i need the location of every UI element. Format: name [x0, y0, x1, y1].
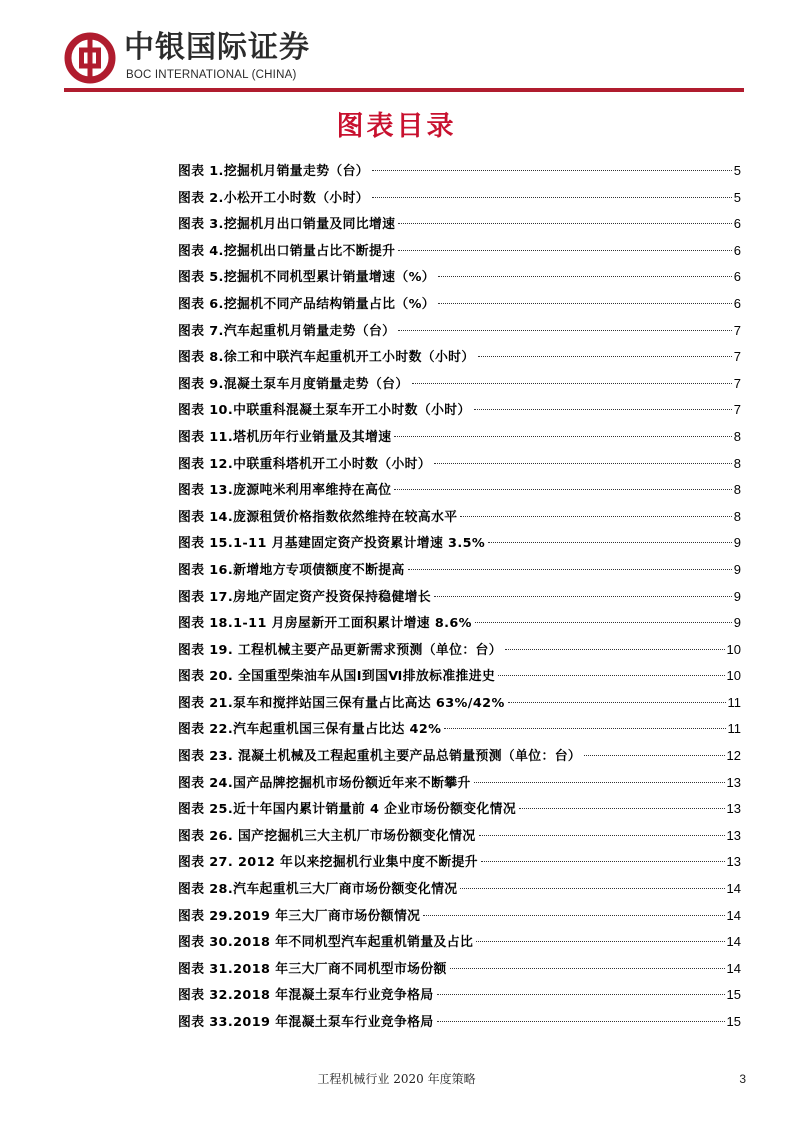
toc-entry[interactable]: [178, 477, 741, 504]
toc-entry[interactable]: [178, 929, 741, 956]
toc-dot-leader: [434, 463, 732, 464]
toc-entry-page-number[interactable]: 10: [726, 668, 741, 684]
toc-entry-page-number[interactable]: 13: [726, 801, 741, 817]
toc-entry[interactable]: [178, 451, 741, 478]
toc-entry-label[interactable]: 图表 29.2019 年三大厂商市场份额情况: [178, 908, 421, 924]
toc-dot-leader: [394, 436, 731, 437]
toc-entry[interactable]: [178, 371, 741, 398]
toc-entry[interactable]: [178, 185, 741, 212]
toc-entry-label[interactable]: 图表 5.挖掘机不同机型累计销量增速（%）: [178, 270, 435, 286]
toc-entry-page-number[interactable]: 15: [726, 987, 741, 1003]
toc-dot-leader: [519, 808, 724, 809]
footer-page-number: 3: [739, 1072, 746, 1086]
toc-entry[interactable]: [178, 743, 741, 770]
toc-dot-leader: [476, 941, 724, 942]
toc-dot-leader: [498, 675, 724, 676]
toc-dot-leader: [423, 915, 724, 916]
toc-dot-leader: [412, 383, 732, 384]
toc-entry[interactable]: [178, 158, 741, 185]
toc-entry-page-number[interactable]: 5: [733, 163, 741, 178]
toc-dot-leader: [474, 409, 732, 410]
toc-entry[interactable]: [178, 238, 741, 265]
toc-dot-leader: [481, 861, 725, 862]
toc-dot-leader: [488, 542, 732, 543]
toc-entry-label[interactable]: 图表 33.2019 年混凝土泵车行业竞争格局: [178, 1015, 434, 1030]
toc-entry-page-number[interactable]: 6: [733, 269, 741, 285]
toc-entry[interactable]: [178, 530, 741, 557]
toc-entry-page-number[interactable]: 6: [733, 242, 741, 258]
toc-entry-page-number[interactable]: 8: [733, 455, 741, 471]
toc-entry-label[interactable]: 图表 27. 2012 年以来挖掘机行业集中度不断提升: [178, 855, 478, 871]
toc-entry-label[interactable]: 图表 15.1-11 月基建固定资产投资累计增速 3.5%: [178, 536, 486, 552]
toc-entry-page-number[interactable]: 9: [733, 561, 741, 577]
toc-entry-label[interactable]: 图表 31.2018 年三大厂商不同机型市场份额: [178, 961, 447, 977]
toc-entry-page-number[interactable]: 9: [733, 535, 741, 551]
toc-entry-page-number[interactable]: 11: [727, 694, 741, 710]
toc-entry-page-number[interactable]: 15: [726, 1014, 741, 1029]
toc-dot-leader: [478, 356, 732, 357]
toc-dot-leader: [394, 489, 731, 490]
toc-entry[interactable]: [178, 504, 741, 531]
toc-entry-label[interactable]: 图表 19. 工程机械主要产品更新需求预测（单位：台）: [178, 642, 502, 658]
toc-dot-leader: [372, 197, 732, 198]
toc-entry-page-number[interactable]: 14: [726, 960, 741, 976]
brand-name-english: BOC INTERNATIONAL (CHINA): [126, 69, 297, 81]
toc-entry-page-number[interactable]: 9: [733, 588, 741, 604]
toc-dot-leader: [398, 250, 731, 251]
toc-entry[interactable]: [178, 1009, 741, 1036]
toc-entry-page-number[interactable]: 13: [726, 854, 741, 870]
toc-entry-label[interactable]: 图表 20. 全国重型柴油车从国Ⅰ到国Ⅵ排放标准推进史: [178, 669, 496, 685]
toc-entry-label[interactable]: 图表 4.挖掘机出口销量占比不断提升: [178, 243, 396, 259]
toc-entry-page-number[interactable]: 13: [726, 827, 741, 843]
toc-dot-leader: [479, 835, 725, 836]
toc-entry[interactable]: [178, 291, 741, 318]
toc-entry-page-number[interactable]: 14: [726, 934, 741, 950]
toc-entry-page-number[interactable]: 10: [726, 641, 741, 657]
toc-dot-leader: [398, 223, 731, 224]
toc-entry-label[interactable]: 图表 28.汽车起重机三大厂商市场份额变化情况: [178, 882, 458, 898]
page-header: [0, 0, 793, 96]
toc-entry-label[interactable]: 图表 21.泵车和搅拌站国三保有量占比高达 63%/42%: [178, 695, 505, 711]
toc-entry-page-number[interactable]: 13: [726, 774, 741, 790]
toc-entry-label[interactable]: 图表 24.国产品牌挖掘机市场份额近年来不断攀升: [178, 775, 471, 791]
toc-entry-page-number[interactable]: 7: [733, 375, 741, 391]
toc-dot-leader: [437, 1021, 725, 1022]
toc-entry[interactable]: [178, 318, 741, 345]
brand-name-chinese: 中银国际证券: [124, 30, 310, 65]
toc-entry[interactable]: [178, 344, 741, 371]
page-title: 图表目录: [336, 111, 457, 142]
toc-entry-label[interactable]: 图表 1.挖掘机月销量走势（台）: [178, 164, 369, 179]
toc-entry-page-number[interactable]: 6: [733, 295, 741, 311]
toc-entry-label[interactable]: 图表 7.汽车起重机月销量走势（台）: [178, 323, 396, 339]
toc-entry[interactable]: [178, 424, 741, 451]
toc-entry-page-number[interactable]: 7: [733, 402, 741, 418]
toc-entry[interactable]: [178, 796, 741, 823]
toc-entry[interactable]: [178, 397, 741, 424]
toc-dot-leader: [434, 596, 732, 597]
toc-entry[interactable]: [178, 982, 741, 1009]
toc-entry[interactable]: [178, 264, 741, 291]
toc-dot-leader: [508, 702, 726, 703]
toc-dot-leader: [460, 516, 731, 517]
toc-entry-page-number[interactable]: 8: [733, 428, 741, 444]
toc-dot-leader: [438, 276, 732, 277]
toc-entry-page-number[interactable]: 6: [733, 216, 741, 232]
toc-entry-page-number[interactable]: 8: [733, 482, 741, 498]
toc-dot-leader: [444, 728, 725, 729]
toc-dot-leader: [505, 649, 725, 650]
toc-entry-page-number[interactable]: 14: [726, 881, 741, 897]
toc-entry[interactable]: [178, 823, 741, 850]
toc-entry-page-number[interactable]: 8: [733, 508, 741, 524]
toc-entry-label[interactable]: 图表 23. 混凝土机械及工程起重机主要产品总销量预测（单位：台）: [178, 749, 582, 765]
toc-entry[interactable]: [178, 663, 741, 690]
toc-entry-page-number[interactable]: 11: [727, 721, 741, 737]
toc-entry-label[interactable]: 图表 14.庞源租赁价格指数依然维持在较高水平: [178, 509, 458, 525]
toc-entry-label[interactable]: 图表 10.中联重科混凝土泵车开工小时数（小时）: [178, 403, 471, 419]
toc-entry-page-number[interactable]: 7: [733, 349, 741, 365]
toc-dot-leader: [438, 303, 732, 304]
toc-entry[interactable]: [178, 716, 741, 743]
toc-entry-page-number[interactable]: 7: [733, 322, 741, 338]
toc-entry[interactable]: [178, 956, 741, 983]
toc-entry-label[interactable]: 图表 9.混凝土泵车月度销量走势（台）: [178, 376, 409, 392]
toc-entry-label[interactable]: 图表 26. 国产挖掘机三大主机厂市场份额变化情况: [178, 828, 476, 844]
toc-entry[interactable]: [178, 637, 741, 664]
bank-of-china-logo-icon: [64, 32, 116, 84]
toc-dot-leader: [372, 170, 732, 171]
toc-dot-leader: [450, 968, 725, 969]
toc-entry[interactable]: [178, 584, 741, 611]
toc-entry-label[interactable]: 图表 16.新增地方专项债额度不断提高: [178, 562, 405, 578]
toc-entry[interactable]: [178, 849, 741, 876]
toc-entry-label[interactable]: 图表 2.小松开工小时数（小时）: [178, 190, 369, 206]
header-divider: [64, 88, 744, 92]
toc-entry-label[interactable]: 图表 3.挖掘机月出口销量及同比增速: [178, 217, 396, 233]
toc-dot-leader: [474, 782, 725, 783]
toc-entry-page-number[interactable]: 14: [726, 907, 741, 923]
toc-entry-label[interactable]: 图表 25.近十年国内累计销量前 4 企业市场份额变化情况: [178, 802, 517, 818]
toc-dot-leader: [460, 888, 724, 889]
toc-entry-label[interactable]: 图表 6.挖掘机不同产品结构销量占比（%）: [178, 296, 435, 312]
toc-dot-leader: [437, 994, 725, 995]
toc-entry-label[interactable]: 图表 32.2018 年混凝土泵车行业竞争格局: [178, 988, 434, 1004]
toc-entry[interactable]: [178, 770, 741, 797]
toc-entry[interactable]: [178, 557, 741, 584]
toc-dot-leader: [398, 330, 731, 331]
toc-entry[interactable]: [178, 903, 741, 930]
toc-entry[interactable]: [178, 610, 741, 637]
toc-entry-page-number[interactable]: 9: [733, 615, 741, 631]
toc-entry[interactable]: [178, 876, 741, 903]
toc-entry-label[interactable]: 图表 12.中联重科塔机开工小时数（小时）: [178, 456, 432, 472]
footer-report-title: 工程机械行业 2020 年度策略: [317, 1072, 476, 1086]
toc-entry-page-number[interactable]: 12: [726, 748, 741, 764]
toc-entry-label[interactable]: 图表 18.1-11 月房屋新开工面积累计增速 8.6%: [178, 616, 472, 632]
toc-dot-leader: [475, 622, 732, 623]
toc-entry[interactable]: [178, 211, 741, 238]
toc-entry-label[interactable]: 图表 8.徐工和中联汽车起重机开工小时数（小时）: [178, 350, 475, 366]
toc-dot-leader: [408, 569, 732, 570]
toc-entry-label[interactable]: 图表 11.塔机历年行业销量及其增速: [178, 429, 392, 445]
table-of-figures: [178, 158, 741, 1036]
toc-entry-label[interactable]: 图表 13.庞源吨米利用率维持在高位: [178, 483, 392, 499]
toc-entry-page-number[interactable]: 5: [733, 189, 741, 205]
toc-entry-label[interactable]: 图表 17.房地产固定资产投资保持稳健增长: [178, 589, 432, 605]
toc-entry-label[interactable]: 图表 22.汽车起重机国三保有量占比达 42%: [178, 722, 442, 738]
toc-dot-leader: [584, 755, 724, 756]
toc-entry[interactable]: [178, 690, 741, 717]
toc-entry-label[interactable]: 图表 30.2018 年不同机型汽车起重机销量及占比: [178, 935, 474, 951]
